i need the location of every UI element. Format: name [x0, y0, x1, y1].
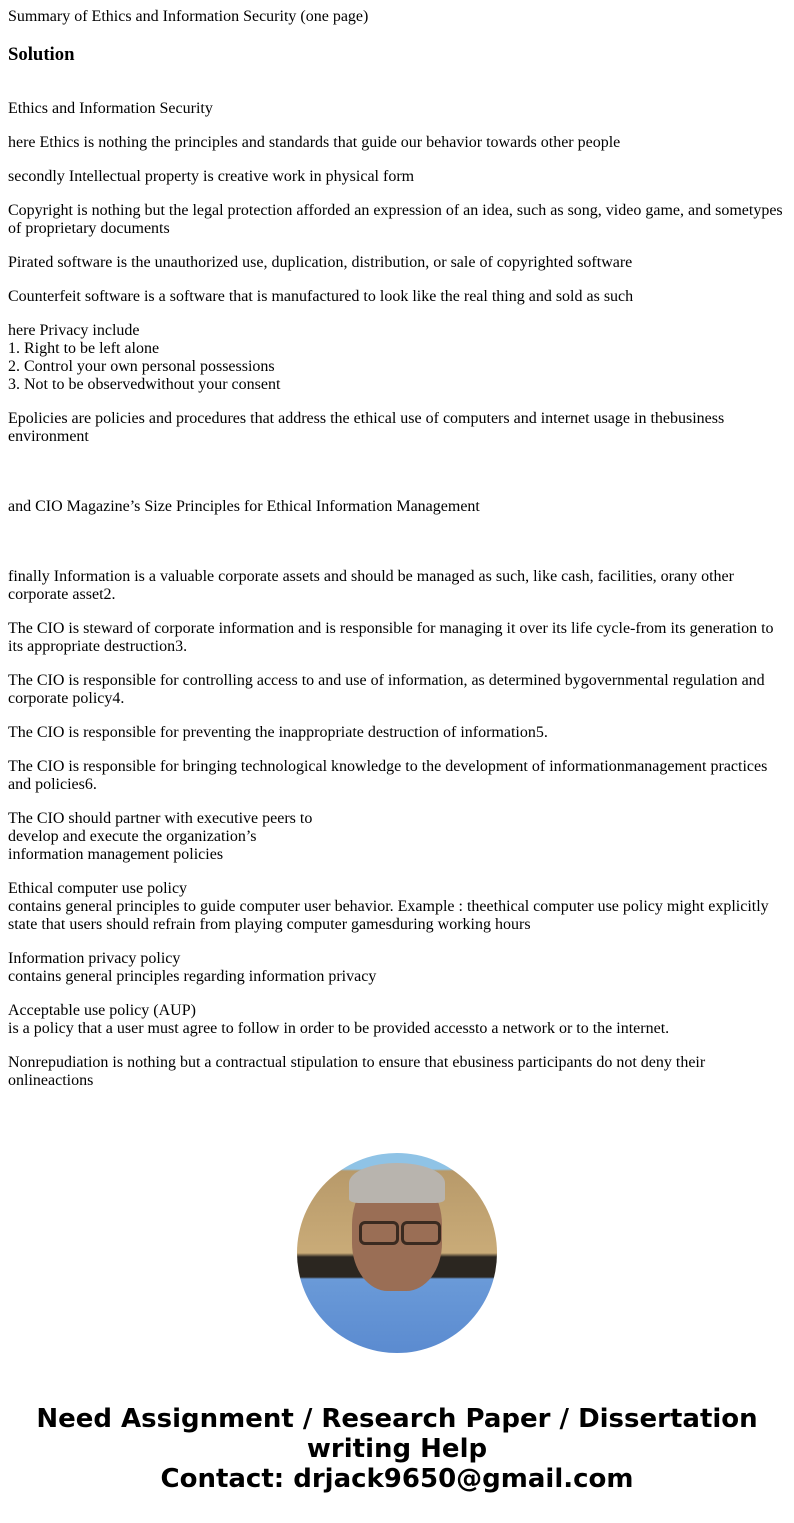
- paragraph: The CIO is responsible for controlling access to and use of information, as determined bygovernmental regulation and corporate policy4.: [8, 672, 765, 707]
- paragraph: Epolicies are policies and procedures that address the ethical use of computers and internet usage in thebusiness environment: [8, 410, 725, 445]
- paragraph: secondly Intellectual property is creative work in physical form: [8, 168, 415, 185]
- paragraph: Copyright is nothing but the legal protection afforded an expression of an idea, such as song, video game, and sometypes of proprietary documents: [8, 202, 783, 237]
- paragraph: The CIO is steward of corporate information and is responsible for managing it over its life cycle-from its generation to its appropriate destruction3.: [8, 620, 774, 655]
- paragraph: Counterfeit software is a software that is manufactured to look like the real thing and sold as such: [8, 288, 634, 305]
- paragraph: The CIO should partner with executive peers to develop and execute the organization’s information management policies: [8, 810, 313, 863]
- question-title: Summary of Ethics and Information Security (one page): [8, 8, 369, 25]
- glasses-left: [359, 1221, 399, 1245]
- paragraph: Nonrepudiation is nothing but a contractual stipulation to ensure that ebusiness participants do not deny their onlineactions: [8, 1054, 706, 1089]
- author-avatar: [297, 1153, 497, 1353]
- paragraph: finally Information is a valuable corporate assets and should be managed as such, like cash, facilities, orany other corporate asset2.: [8, 568, 734, 603]
- paragraph: Pirated software is the unauthorized use, duplication, distribution, or sale of copyrighted software: [8, 254, 633, 271]
- paragraph: The CIO is responsible for bringing technological knowledge to the development of informationmanagement practices and policies6.: [8, 758, 768, 793]
- paragraph: Information privacy policy contains general principles regarding information privacy: [8, 950, 377, 985]
- paragraph: here Ethics is nothing the principles and standards that guide our behavior towards other people: [8, 134, 621, 151]
- contact-banner: Need Assignment / Research Paper / Dissertation writing Help Contact: drjack9650@gmail.com: [36, 1404, 758, 1494]
- glasses-right: [401, 1221, 441, 1245]
- paragraph: Ethics and Information Security: [8, 100, 213, 117]
- privacy-list: here Privacy include 1. Right to be left alone 2. Control your own personal possessions 3. Not to be observedwithout your consent: [8, 322, 281, 393]
- paragraph: Acceptable use policy (AUP) is a policy that a user must agree to follow in order to be provided accessto a network or to the internet.: [8, 1002, 670, 1037]
- paragraph: Ethical computer use policy contains general principles to guide computer user behavior. Example : theethical computer use policy might explicitly state that users should refrain from playing computer gamesduring working hours: [8, 880, 769, 933]
- paragraph: The CIO is responsible for preventing the inappropriate destruction of information5.: [8, 724, 548, 741]
- paragraph: and CIO Magazine’s Size Principles for Ethical Information Management: [8, 498, 480, 515]
- solution-heading: Solution: [8, 44, 75, 65]
- hair: [349, 1163, 445, 1203]
